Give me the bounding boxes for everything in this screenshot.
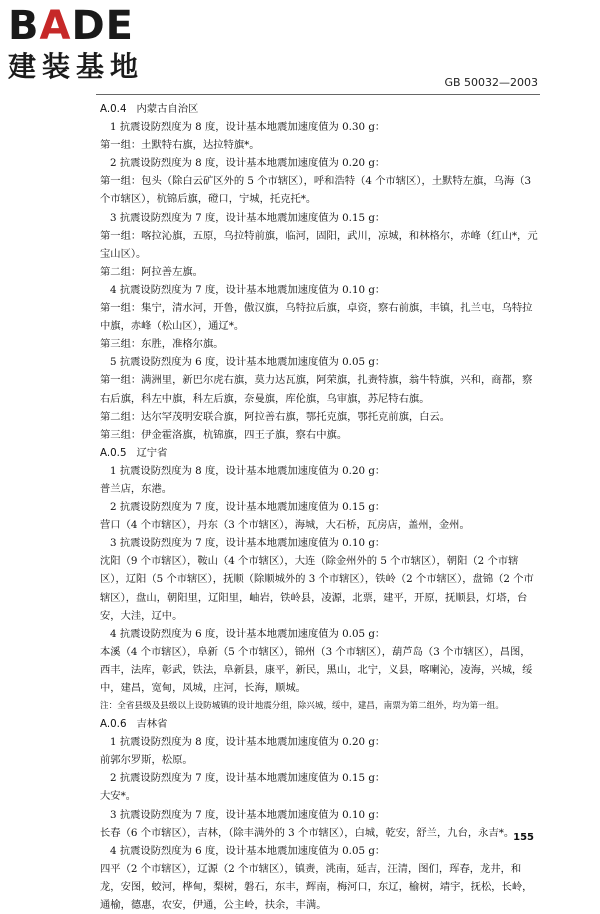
intensity-item: 1 抗震设防烈度为 8 度，设计基本地震加速度值为 0.20 g： — [110, 464, 386, 477]
intensity-item: 3 抗震设防烈度为 7 度，设计基本地震加速度值为 0.10 g： — [110, 537, 386, 550]
section-note: 注：全省县级及县级以上设防城镇的设计地震分组，除兴城，绥中，建昌，南票为第二组外，均为第一组。 — [100, 701, 504, 712]
intensity-item: 4 抗震设防烈度为 6 度，设计基本地震加速度值为 0.05 g： — [110, 627, 386, 640]
group-text: 第三组：东胜，准格尔旗。 — [100, 338, 224, 351]
group-text: 第一组：土默特右旗，达拉特旗*。 — [100, 139, 260, 152]
intensity-item: 4 抗震设防烈度为 7 度，设计基本地震加速度值为 0.10 g： — [110, 283, 386, 296]
section-heading: A.0.5 辽宁省 — [100, 446, 168, 459]
intensity-item: 1 抗震设防烈度为 8 度，设计基本地震加速度值为 0.30 g： — [110, 121, 386, 134]
group-text: 第二组：达尔罕茂明安联合旗，阿拉善右旗，鄂托克旗，鄂托克前旗，白云。 — [100, 410, 451, 423]
group-text: 大安*。 — [100, 790, 137, 803]
group-text: 普兰店，东港。 — [100, 482, 173, 495]
group-text: 长春（6 个市辖区），吉林，（除丰满外的 3 个市辖区），白城，乾安，舒兰，九台，永吉*。 — [100, 826, 515, 839]
group-text: 本溪（4 个市辖区），阜新（5 个市辖区），锦州（3 个市辖区），葫芦岛（3 个市辖区），昌图，西丰，法库，彰武，铁法，阜新县，康平，新民，黑山，北宁，义县，喀喇沁，凌海，兴城，绥中，建昌，宽甸，凤城，庄河，长海，顺城。 — [100, 645, 533, 694]
standard-code: GB 50032—2003 — [444, 76, 538, 89]
intensity-item: 4 抗震设防烈度为 6 度，设计基本地震加速度值为 0.05 g： — [110, 844, 386, 857]
group-text: 第一组：喀拉沁旗，五原，乌拉特前旗，临河，固阳，武川，凉城，和林格尔，赤峰（红山*，元宝山区）。 — [100, 229, 538, 260]
logo-wordmark: BADE — [8, 3, 134, 49]
site-logo — [8, 4, 144, 84]
intensity-item: 3 抗震设防烈度为 7 度，设计基本地震加速度值为 0.10 g： — [110, 808, 386, 821]
group-text: 第三组：伊金霍洛旗，杭锦旗，四王子旗，察右中旗。 — [100, 428, 348, 441]
intensity-item: 5 抗震设防烈度为 6 度，设计基本地震加速度值为 0.05 g： — [110, 356, 386, 369]
section-heading: A.0.6 吉林省 — [100, 718, 168, 731]
group-text: 第一组：集宁，清水河，开鲁，傲汉旗，乌特拉后旗，卓资，察右前旗，丰镇，扎兰屯，乌特拉中旗，赤峰（松山区），通辽*。 — [100, 302, 533, 333]
group-text: 营口（4 个市辖区），丹东（3 个市辖区），海城，大石桥，瓦房店，盖州，金州。 — [100, 519, 470, 532]
logo-accent-letter: A — [39, 3, 72, 49]
group-text: 前郭尔罗斯，松原。 — [100, 754, 193, 767]
group-text: 第二组：阿拉善左旗。 — [100, 265, 203, 278]
header-rule — [96, 94, 540, 95]
group-text: 四平（2 个市辖区），辽源（2 个市辖区），镇赉，洮南，延吉，汪清，图们，珲春，龙井，和龙，安图，蛟河，桦甸，梨树，磐石，东丰，辉南，梅河口，东辽，榆树，靖宇，抚松，长岭，通榆，德惠，农安，伊通，公主岭，扶余，丰满。 — [100, 862, 533, 912]
section-heading: A.0.4 内蒙古自治区 — [100, 103, 199, 115]
intensity-item: 2 抗震设防烈度为 8 度，设计基本地震加速度值为 0.20 g： — [110, 157, 386, 170]
intensity-item: 3 抗震设防烈度为 7 度，设计基本地震加速度值为 0.15 g： — [110, 211, 386, 224]
group-text: 沈阳（9 个市辖区），鞍山（4 个市辖区），大连（除金州外的 5 个市辖区），朝阳（2 个市辖区），辽阳（5 个市辖区），抚顺（除顺城外的 3 个市辖区），铁岭（2 个市辖区），盘锦（2 个市辖区），盘山，朝阳里，辽阳里，岫岩，铁岭县，凌源，北票，建平，开原，抚顺县，灯塔，台安，大洼，辽中。 — [100, 555, 534, 622]
intensity-item: 1 抗震设防烈度为 8 度，设计基本地震加速度值为 0.20 g： — [110, 736, 386, 749]
document-body — [100, 100, 538, 914]
page-number: 155 — [513, 832, 534, 843]
intensity-item: 2 抗震设防烈度为 7 度，设计基本地震加速度值为 0.15 g： — [110, 772, 386, 785]
group-text: 第一组：包头（除白云矿区外的 5 个市辖区），呼和浩特（4 个市辖区），土默特左旗，乌海（3 个市辖区），杭锦后旗，磴口，宁城，托克托*。 — [100, 175, 532, 206]
logo-subtitle: 建装基地 — [8, 50, 145, 83]
intensity-item: 2 抗震设防烈度为 7 度，设计基本地震加速度值为 0.15 g： — [110, 501, 386, 514]
group-text: 第一组：满洲里，新巴尔虎右旗，莫力达瓦旗，阿荣旗，扎赉特旗，翁牛特旗，兴和，商都，察右后旗，科左中旗，科左后旗，奈曼旗，库伦旗，乌审旗，苏尼特右旗。 — [100, 374, 533, 405]
